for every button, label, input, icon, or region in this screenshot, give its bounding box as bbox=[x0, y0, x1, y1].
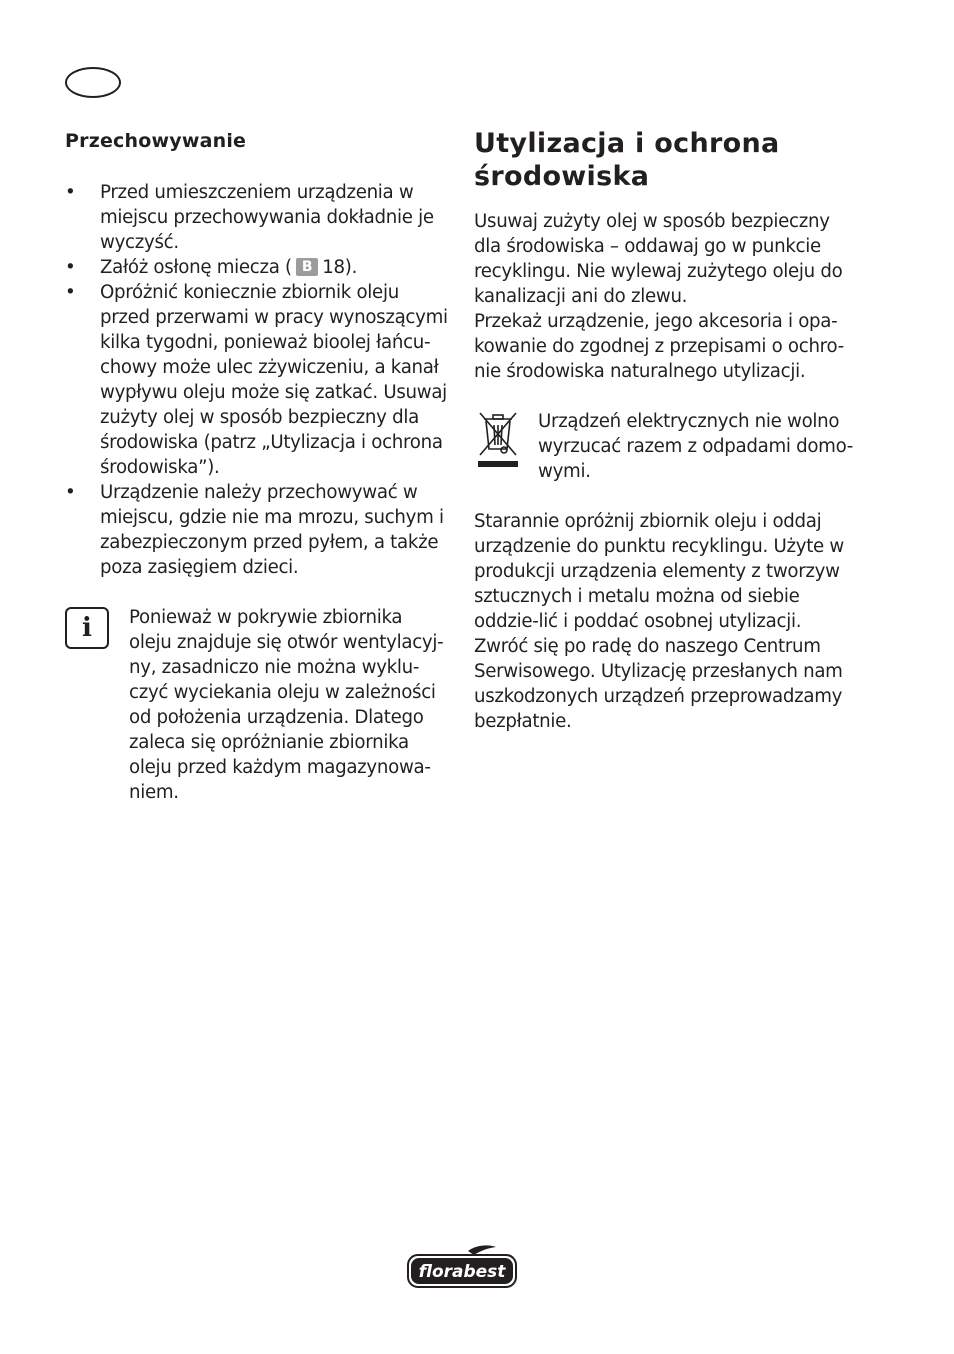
list-item bbox=[65, 255, 450, 280]
florabest-logo bbox=[406, 1243, 518, 1289]
weee-notice bbox=[474, 409, 859, 484]
logo-text: florabest bbox=[418, 1262, 506, 1282]
list-item: • Opróżnić koniecznie zbiornik oleju przed przerwami w pracy wynoszącymi kilka tygodni, ponieważ bioolej łańcu-chowy może ulec zżywiczeniu, a kanał wypływu oleju może się zatkać. Usuwaj zużyty olej w sposób bezpieczny dla środowiska (patrz „Utylizacja i ochrona środowiska”). bbox=[65, 280, 450, 480]
list-item: • Przed umieszczeniem urządzenia w miejscu przechowywania dokładnie je wyczyść. bbox=[65, 180, 450, 255]
info-note bbox=[65, 605, 450, 805]
storage-section bbox=[65, 130, 450, 805]
list-item: • Urządzenie należy przechowywać w miejscu, gdzie nie ma mrozu, suchym i zabezpieczonym przed pyłem, a także poza zasięgiem dzieci. bbox=[65, 480, 450, 580]
storage-bullet-list bbox=[65, 180, 450, 580]
info-note-text: Ponieważ w pokrywie zbiornika oleju znajduje się otwór wentylacyj-ny, zasadniczo nie można wyklu-czyć wyciekania oleju w zależności od położenia urządzenia. Dlatego zaleca się opróżnianie zbiornika oleju przed każdym magazynowa-niem. bbox=[129, 607, 444, 803]
info-icon: i bbox=[65, 607, 109, 649]
disposal-paragraph: Usuwaj zużyty olej w sposób bezpieczny dla środowiska – oddawaj go w punkcie recyklingu. Nie wylewaj zużytego oleju do kanalizacji ani do zlewu. bbox=[474, 211, 843, 307]
crossed-bin-icon bbox=[474, 409, 522, 471]
figure-ref-badge: B bbox=[296, 258, 318, 276]
weee-text: Urządzeń elektrycznych nie wolno wyrzucać razem z odpadami domo-wymi. bbox=[538, 411, 854, 482]
disposal-paragraph: Starannie opróżnij zbiornik oleju i oddaj urządzenie do punktu recyklingu. Użyte w produkcji urządzenia elementy z tworzyw sztucznych i metalu można od siebie oddzie-lić i poddać osobnej utylizacji. Zwróć się po radę do naszego Centrum Serwisowego. Utylizację przesłanych nam uszkodzonych urządzeń przeprowadzamy bezpłatnie. bbox=[474, 511, 844, 732]
storage-heading: Przechowywanie bbox=[65, 130, 247, 152]
disposal-paragraph: Przekaż urządzenie, jego akcesoria i opa-kowanie do zgodnej z przepisami o ochro-nie środowiska naturalnego utylizacji. bbox=[474, 311, 844, 382]
cover-bullet-text: Załóż osłonę miecza ( bbox=[100, 257, 292, 278]
disposal-section bbox=[474, 127, 859, 734]
language-badge bbox=[65, 67, 121, 98]
cover-bullet-page: 18). bbox=[322, 257, 358, 278]
disposal-heading: Utylizacja i ochrona środowiska bbox=[474, 128, 780, 192]
